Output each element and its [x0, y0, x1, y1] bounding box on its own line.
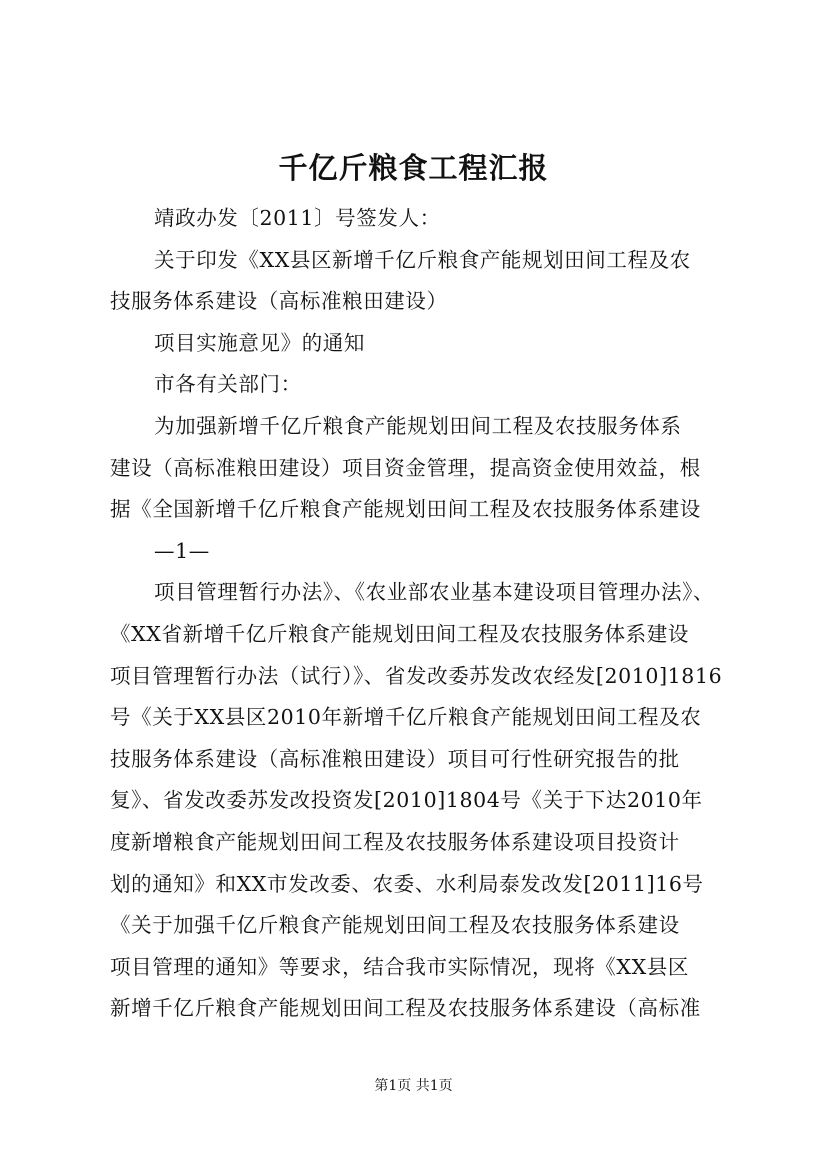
- text-line: 市各有关部门：: [154, 372, 302, 397]
- text-line: —1—: [154, 538, 210, 563]
- text-line: 项目管理暂行办法》、《农业部农业基本建设项目管理办法》、: [154, 580, 715, 605]
- text-line: 《XX省新增千亿斤粮食产能规划田间工程及农技服务体系建设: [110, 621, 689, 646]
- text-line: 技服务体系建设（高标准粮田建设）: [110, 289, 448, 314]
- document-body: [110, 198, 730, 1030]
- text-line: 据《全国新增千亿斤粮食产能规划田间工程及农技服务体系建设: [110, 497, 701, 522]
- text-line: 为加强新增千亿斤粮食产能规划田间工程及农技服务体系: [154, 413, 682, 438]
- text-line: 度新增粮食产能规划田间工程及农技服务体系建设项目投资计: [110, 829, 680, 854]
- text-line: 技服务体系建设（高标准粮田建设）项目可行性研究报告的批: [110, 746, 680, 771]
- page-footer: 第1页 共1页: [374, 1078, 453, 1094]
- text-line: 关于印发《XX县区新增千亿斤粮食产能规划田间工程及农: [154, 247, 691, 272]
- text-line: 靖政办发〔2011〕号签发人：: [154, 206, 441, 230]
- text-line: 建设（高标准粮田建设）项目资金管理，提高资金使用效益，根: [110, 455, 701, 480]
- text-line: 新增千亿斤粮食产能规划田间工程及农技服务体系建设（高标准: [110, 996, 701, 1021]
- text-line: 项目实施意见》的通知: [154, 330, 365, 355]
- document-title: 千亿斤粮食工程汇报: [278, 151, 549, 185]
- text-line: 项目管理的通知》等要求，结合我市实际情况，现将《XX县区: [110, 954, 689, 979]
- text-line: 项目管理暂行办法（试行）》、省发改委苏发改农经发[2010]1816: [110, 663, 723, 688]
- text-line: 《关于加强千亿斤粮食产能规划田间工程及农技服务体系建设: [110, 913, 680, 938]
- text-line: 号《关于XX县区2010年新增千亿斤粮食产能规划田间工程及农: [110, 705, 702, 730]
- text-line: 划的通知》和XX市发改委、农委、水利局泰发改发[2011]16号: [110, 871, 704, 896]
- text-line: 复》、省发改委苏发改投资发[2010]1804号《关于下达2010年: [110, 788, 703, 813]
